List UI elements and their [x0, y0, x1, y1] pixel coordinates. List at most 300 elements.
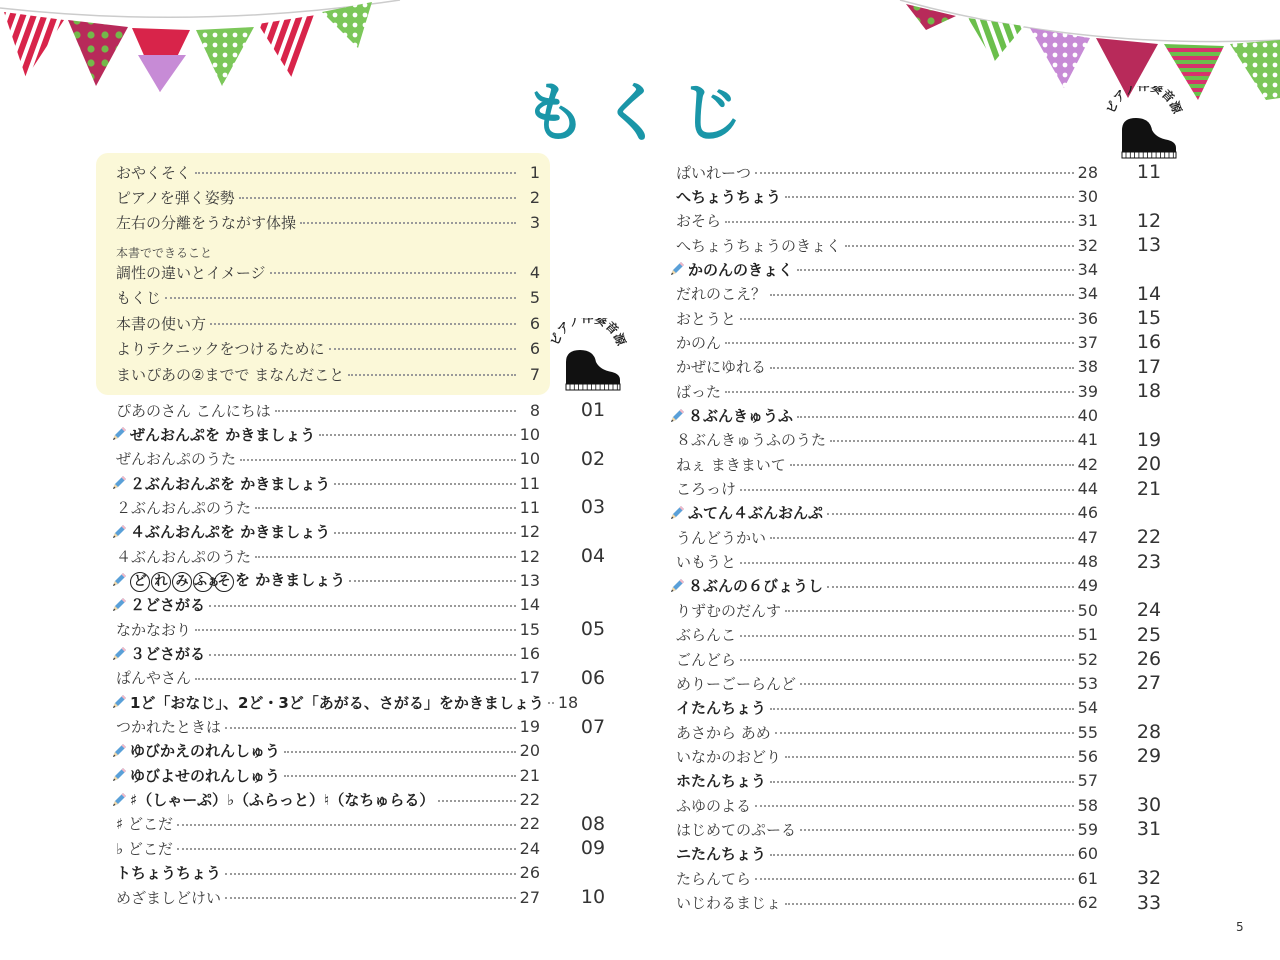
toc-entry-title: めざましどけい: [116, 888, 222, 907]
toc-entry: [676, 307, 1098, 329]
dot-leader: [830, 440, 1074, 442]
audio-track-number: 27: [1136, 672, 1162, 695]
toc-entry: [110, 569, 540, 591]
toc-entry: [676, 892, 1098, 914]
toc-page-number: 50: [1077, 600, 1098, 620]
audio-track-number: 08: [580, 812, 606, 835]
circled-syllable: そ: [214, 572, 234, 592]
toc-entry-title: ２ぶんおんぷのうた: [116, 498, 252, 517]
dot-leader: [255, 556, 516, 558]
toc-page-number: 24: [519, 838, 540, 858]
toc-page-number: 22: [519, 790, 540, 810]
pencil-icon: [110, 766, 128, 784]
toc-entry: [116, 337, 540, 359]
toc-entry-title: おとうと: [676, 309, 737, 328]
dot-leader: [740, 635, 1074, 637]
dot-leader: [348, 374, 516, 376]
dot-leader: [239, 197, 516, 199]
grand-piano-icon: [566, 350, 620, 390]
dot-leader: [755, 878, 1074, 880]
toc-entry-title: ゆびかえのれんしゅう: [130, 742, 281, 761]
toc-entry-title: まいぴあの②までで まなんだこと: [116, 365, 345, 384]
audio-track-number: 23: [1136, 550, 1162, 573]
dot-leader: [797, 269, 1074, 271]
audio-track-number: 28: [1136, 721, 1162, 744]
audio-track-number: 33: [1136, 891, 1162, 914]
dot-leader: [210, 323, 516, 325]
audio-track-number: 25: [1136, 623, 1162, 646]
audio-track-number: 10: [580, 886, 606, 908]
toc-entry: [676, 185, 1098, 207]
toc-entry-title: なかなおり: [116, 620, 192, 639]
dot-leader: [775, 732, 1074, 734]
toc-entry-title: たらんてら: [676, 869, 752, 888]
dot-leader: [755, 805, 1074, 807]
toc-entry: [110, 643, 540, 665]
toc-page-number: 16: [519, 644, 540, 663]
toc-entry-title: ころっけ: [676, 480, 737, 499]
audio-track-number: 31: [1136, 818, 1162, 841]
toc-entry: [110, 764, 540, 786]
toc-entry-title: ばった: [676, 382, 722, 401]
dot-leader: [300, 222, 516, 224]
toc-entry-title: だれのこえ？: [676, 285, 767, 304]
toc-page-number: 44: [1077, 479, 1098, 499]
toc-page-number: 58: [1077, 795, 1098, 815]
dot-leader: [800, 683, 1074, 685]
toc-entry-title: いじわるまじょ: [676, 894, 782, 912]
toc-entry: [116, 545, 540, 567]
toc-entry: [116, 618, 540, 640]
toc-page-number: 1: [529, 162, 540, 182]
pencil-icon: [110, 474, 128, 492]
pencil-icon: [110, 693, 128, 711]
toc-page-number: 32: [1077, 235, 1098, 255]
pencil-icon: [668, 260, 686, 278]
toc-page-number: 46: [1077, 503, 1098, 523]
pencil-icon: [110, 596, 128, 614]
toc-entry-title: ぜんおんぷを かきましょう: [130, 425, 316, 444]
audio-track-number: 26: [1136, 648, 1162, 670]
toc-entry: [676, 234, 1098, 256]
dot-leader: [349, 580, 515, 582]
toc-entry: [116, 211, 540, 233]
dot-leader: [725, 221, 1074, 223]
dot-leader: [785, 196, 1074, 198]
dot-leader: [334, 483, 515, 485]
toc-page-number: 55: [1077, 722, 1098, 742]
toc-entry-title: ふゆのよる: [676, 796, 752, 815]
piano-audio-badge: [548, 318, 628, 402]
toc-entry-title: はじめてのぷーる: [676, 820, 797, 839]
pencil-icon: [110, 571, 128, 589]
toc-entry-title: めりーごーらんど: [676, 674, 797, 693]
toc-entry: [676, 331, 1098, 353]
toc-page-number: 4: [529, 262, 540, 282]
toc-page-number: 6: [529, 338, 540, 358]
audio-track-number: 17: [1136, 355, 1162, 378]
svg-text:ピアノ伴奏音源: [548, 318, 628, 348]
pencil-icon: [110, 645, 128, 663]
toc-page-number: 47: [1077, 527, 1098, 547]
toc-entry: [668, 502, 1098, 524]
toc-entry: [676, 478, 1098, 500]
dot-leader: [785, 756, 1074, 758]
toc-entry-title: りずむのだんす: [676, 601, 782, 620]
dot-leader: [725, 391, 1074, 393]
toc-entry: [110, 521, 540, 543]
toc-entry-title: へちょうちょう: [676, 187, 782, 206]
grand-piano-icon: [1122, 118, 1176, 158]
toc-entry-title: おやくそく: [116, 163, 192, 182]
toc-page-number: 10: [519, 449, 540, 469]
toc-entry-title: 左右の分離をうながす体操: [116, 213, 297, 232]
toc-page-number: 31: [1077, 211, 1098, 231]
toc-entry: [116, 886, 540, 908]
page-title: もくじ: [523, 77, 757, 151]
dot-leader: [755, 172, 1074, 174]
toc-entry: [116, 448, 540, 470]
toc-entry-title: ピアノを弾く姿勢: [116, 188, 235, 207]
toc-entry: [676, 380, 1098, 402]
dot-leader: [209, 654, 516, 656]
dot-leader: [770, 294, 1074, 296]
toc-page-number: 30: [1077, 186, 1098, 206]
toc-entry-title: ホたんちょう: [676, 772, 767, 791]
pencil-icon: [110, 523, 128, 541]
audio-track-number: 09: [580, 837, 606, 860]
dot-leader: [177, 824, 516, 826]
audio-track-number: 22: [1136, 526, 1162, 549]
toc-entry-title: かぜにゆれる: [676, 358, 767, 377]
toc-entry: [676, 526, 1098, 548]
toc-page-number: 40: [1077, 406, 1098, 425]
toc-entry: [116, 813, 540, 835]
dot-leader: [785, 903, 1074, 905]
toc-page-number: 10: [519, 424, 540, 444]
toc-page-number: 27: [519, 887, 540, 907]
toc-entry: [676, 453, 1098, 475]
circled-syllable: み: [172, 572, 192, 592]
toc-page-number: 3: [529, 212, 540, 232]
dot-leader: [195, 172, 516, 174]
dot-leader: [275, 410, 516, 412]
toc-entry: [116, 399, 540, 421]
toc-entry: [676, 794, 1098, 816]
toc-page-number: 11: [519, 473, 540, 493]
audio-track-number: 32: [1136, 867, 1162, 890]
toc-entry-title: トちょうちょう: [116, 864, 222, 883]
toc-entry-title: かのん: [676, 333, 722, 352]
dot-leader: [800, 829, 1074, 831]
dot-leader: [740, 659, 1074, 661]
pennant: [968, 18, 1024, 62]
toc-entry: [676, 356, 1098, 378]
toc-page-number: 26: [519, 863, 540, 883]
toc-entry-title: ４ぶんおんぷのうた: [116, 547, 252, 566]
toc-entry: [676, 624, 1098, 646]
toc-entry-title: ３どさがる: [130, 645, 206, 663]
toc-page-number: 12: [519, 522, 540, 542]
toc-page-number: 37: [1077, 332, 1098, 352]
circled-syllable: れ: [151, 572, 171, 592]
toc-entry-title: ８ぶんきゅうふ: [688, 407, 794, 425]
audio-track-number: 29: [1136, 745, 1162, 768]
toc-page-number: 15: [519, 619, 540, 639]
dot-leader: [255, 507, 516, 509]
dot-leader: [270, 272, 516, 274]
dot-leader: [797, 416, 1074, 418]
toc-entry: [110, 472, 540, 494]
toc-page-number: 61: [1077, 868, 1098, 888]
dot-leader: [845, 245, 1074, 247]
dot-leader: [438, 800, 515, 802]
toc-entry-title: ぶらんこ: [676, 626, 737, 645]
dot-leader: [334, 532, 515, 534]
dot-leader: [319, 434, 515, 436]
toc-entry: [676, 429, 1098, 451]
toc-entry-title: 1ど「おなじ」、2ど・3ど「あがる、さがる」をかきましょう: [130, 693, 544, 712]
dot-leader: [770, 854, 1074, 856]
toc-page-number: 22: [519, 814, 540, 834]
dot-leader: [770, 537, 1074, 539]
dot-leader: [195, 629, 516, 631]
toc-page-number: 52: [1077, 649, 1098, 669]
toc-entry-title: いもうと: [676, 553, 737, 572]
toc-entry: [676, 843, 1098, 865]
audio-track-number: 19: [1136, 428, 1162, 451]
audio-track-number: 24: [1136, 599, 1162, 622]
toc-page-number: 20: [519, 741, 540, 761]
dot-leader: [827, 586, 1074, 588]
dot-leader: [770, 781, 1074, 783]
toc-page-number: 51: [1077, 625, 1098, 645]
toc-page-number: 54: [1077, 698, 1098, 718]
audio-track-number: 20: [1136, 453, 1162, 476]
audio-track-number: 15: [1136, 307, 1162, 330]
toc-entry: [676, 551, 1098, 573]
dot-leader: [225, 873, 516, 875]
toc-entry: [110, 691, 579, 713]
page-number: 5: [1236, 920, 1244, 934]
audio-track-number: 01: [580, 399, 606, 421]
dot-leader: [165, 297, 516, 299]
toc-entry-title: かのんのきょく: [688, 260, 794, 279]
toc-page-number: 12: [519, 546, 540, 566]
pencil-icon: [668, 577, 686, 595]
toc-entry: [116, 261, 540, 283]
toc-entry-title: ぱいれーつ: [676, 163, 752, 182]
toc-entry-title: ふてん４ぶんおんぷ: [688, 504, 824, 523]
dot-leader: [284, 751, 516, 753]
toc-entry: [116, 363, 540, 385]
toc-page-number: 8: [529, 400, 540, 420]
toc-entry-title: ４ぶんおんぷを かきましょう: [130, 523, 331, 542]
dot-leader: [790, 464, 1074, 466]
toc-entry-title: ２ぶんおんぷを かきましょう: [130, 474, 331, 493]
toc-entry-title: ニたんちょう: [676, 845, 767, 864]
toc-entry: [110, 740, 540, 762]
toc-entry-title: ぜんおんぷのうた: [116, 450, 237, 469]
toc-entry-title: ８ぶんきゅうふのうた: [676, 431, 827, 450]
toc-page-number: 41: [1077, 430, 1098, 450]
toc-page-number: 2: [529, 187, 540, 207]
dot-leader: [770, 708, 1074, 710]
toc-entry: [676, 697, 1098, 719]
toc-page-number: 48: [1077, 552, 1098, 572]
toc-page-number: 42: [1077, 454, 1098, 474]
toc-entry: [676, 210, 1098, 232]
toc-entry: [676, 818, 1098, 840]
toc-entry-title-rest: を かきましょう: [235, 570, 346, 589]
dot-leader: [225, 727, 516, 729]
toc-entry-title: ゆびよせのれんしゅう: [130, 766, 281, 785]
pencil-icon: [668, 504, 686, 522]
pencil-icon: [110, 791, 128, 809]
audio-track-number: 05: [580, 618, 606, 641]
toc-entry: [110, 594, 540, 616]
toc-entry: [676, 745, 1098, 767]
pencil-icon: [110, 742, 128, 760]
badge-label: ピアノ伴奏音源: [1104, 86, 1184, 116]
toc-page-number: 18: [557, 692, 579, 712]
toc-page-number: 7: [529, 364, 540, 384]
audio-track-number: 06: [580, 666, 606, 689]
dot-leader: [240, 459, 516, 461]
dot-leader: [740, 489, 1074, 491]
section-note: 本書でできること: [116, 246, 213, 260]
pencil-icon: [668, 407, 686, 425]
piano-audio-badge: [1104, 86, 1184, 170]
dot-leader: [195, 678, 516, 680]
toc-page-number: 59: [1077, 819, 1098, 839]
dot-leader: [740, 318, 1074, 320]
toc-entry-title: いなかのおどり: [676, 747, 782, 766]
toc-entry-title: ぴあのさん こんにちは: [116, 401, 271, 420]
toc-page-number: 5: [529, 287, 540, 307]
toc-entry: [676, 672, 1098, 694]
toc-page-number: 39: [1077, 381, 1098, 401]
audio-track-number: 03: [580, 496, 606, 519]
toc-page-number: 14: [519, 595, 540, 615]
toc-entry: [116, 837, 540, 859]
toc-entry-title: 本書の使い方: [116, 314, 207, 333]
audio-track-number: 13: [1136, 234, 1162, 257]
audio-track-number: 07: [580, 715, 606, 738]
toc-entry: [668, 575, 1098, 597]
toc-entry: [116, 312, 540, 334]
toc-page-number: 17: [519, 668, 540, 688]
toc-page-number: 60: [1077, 844, 1098, 864]
toc-entry: [676, 770, 1098, 792]
toc-entry-title: ２どさがる: [130, 596, 206, 615]
toc-entry: [676, 867, 1098, 889]
toc-entry-title: ぱんやさん: [116, 669, 192, 688]
toc-entry-title: 調性の違いとイメージ: [116, 263, 266, 282]
dot-leader: [725, 342, 1074, 344]
toc-entry-title: ８ぶんの６びょうし: [688, 577, 824, 596]
dot-leader: [209, 605, 516, 607]
toc-page-number: 6: [529, 313, 540, 333]
toc-page-number: 57: [1077, 771, 1098, 791]
toc-entry: [116, 496, 540, 518]
pencil-icon: [110, 425, 128, 443]
toc-entry-title: ねぇ まきまいて: [676, 455, 786, 474]
toc-entry-title: もくじ: [116, 288, 162, 307]
toc-entry: [116, 667, 540, 689]
dot-leader: [329, 348, 516, 350]
toc-entry-title: あさから あめ: [676, 723, 771, 742]
audio-track-number: 30: [1136, 794, 1162, 817]
toc-entry-title: イたんちょう: [676, 699, 767, 718]
dot-leader: [225, 897, 516, 899]
toc-entry: [676, 161, 1098, 183]
audio-track-number: 18: [1136, 380, 1162, 403]
svg-text:ピアノ伴奏音源: [1104, 86, 1184, 116]
toc-entry-title: よりテクニックをつけるために: [116, 339, 325, 358]
toc-page-number: 34: [1077, 284, 1098, 304]
audio-track-number: 04: [580, 545, 606, 568]
toc-entry: [110, 423, 540, 445]
audio-track-number: 21: [1136, 477, 1162, 500]
badge-label: ピアノ伴奏音源: [548, 318, 628, 348]
toc-page-number: 56: [1077, 746, 1098, 766]
toc-entry: [116, 161, 540, 183]
toc-entry-title: ♭ どこだ: [116, 839, 173, 858]
toc-entry-title: おそら: [676, 212, 722, 231]
audio-track-number: 02: [580, 447, 606, 470]
toc-entry: [668, 405, 1098, 427]
toc-entry: [676, 283, 1098, 305]
toc-entry: [116, 862, 540, 884]
dot-leader: [284, 775, 516, 777]
toc-entry: [116, 716, 540, 738]
toc-entry-title: うんどうかい: [676, 528, 767, 547]
toc-entry-title: ごんどら: [676, 650, 737, 669]
toc-entry-title: ♯ どこだ: [116, 815, 174, 834]
toc-page-number: 36: [1077, 308, 1098, 328]
toc-page-number: 21: [519, 765, 540, 785]
audio-track-number: 12: [1136, 209, 1162, 232]
toc-entry: [116, 186, 540, 208]
toc-page-number: 38: [1077, 357, 1098, 377]
toc-page-number: 19: [519, 717, 540, 737]
toc-entry: [676, 599, 1098, 621]
toc-entry-title: へちょうちょうのきょく: [676, 236, 842, 255]
toc-page-number: 49: [1077, 576, 1098, 596]
audio-track-number: 14: [1136, 282, 1162, 305]
toc-entry: [676, 648, 1098, 670]
toc-entry-title: [130, 569, 345, 592]
toc-page-number: 34: [1077, 259, 1098, 279]
dot-leader: [770, 367, 1074, 369]
toc-page-number: 62: [1077, 893, 1098, 912]
dot-leader: [827, 513, 1074, 515]
toc-entry-title: ♯（しゃーぷ）♭（ふらっと）♮（なちゅらる）: [130, 791, 435, 810]
toc-entry: [110, 789, 540, 811]
dot-leader: [177, 848, 516, 850]
dot-leader: [740, 562, 1074, 564]
audio-track-number: 11: [1136, 161, 1162, 183]
audio-track-number: 16: [1136, 331, 1162, 354]
dot-leader: [785, 610, 1074, 612]
dot-leader: [548, 702, 554, 704]
circled-syllable: ふぁ: [193, 572, 213, 592]
toc-entry: [668, 258, 1098, 280]
toc-page-number: 28: [1077, 162, 1098, 182]
toc-entry-title: つかれたときは: [116, 718, 222, 737]
toc-entry: [676, 721, 1098, 743]
